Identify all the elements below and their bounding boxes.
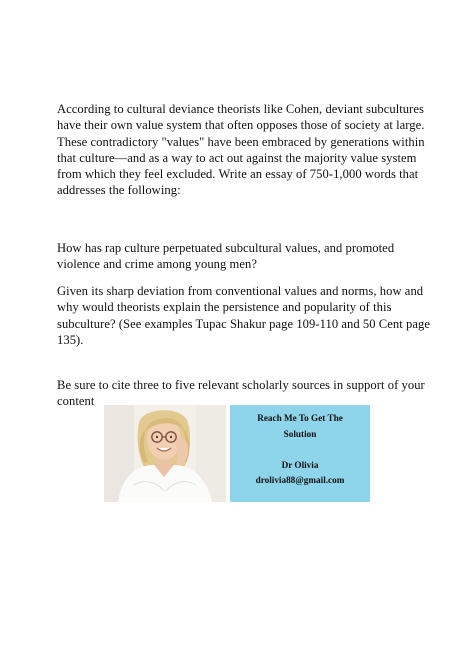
- contact-headline-line-2: Solution: [283, 429, 317, 439]
- contact-email: drolivia88@gmail.com: [255, 475, 345, 485]
- prompt-paragraph-question-2: Given its sharp deviation from conventional values and norms, how and why would theorists explain the persistence and popularity of this subculture? (See examples Tupac Shakur page 109-110 and 50 Cent page 135).: [57, 284, 430, 347]
- contact-headline-line-1: Reach Me To Get The: [257, 413, 343, 423]
- contact-box: [230, 405, 370, 502]
- prompt-paragraph-sources: Be sure to cite three to five relevant scholarly sources in support of your content: [57, 378, 425, 409]
- tutor-photo: [104, 405, 226, 502]
- prompt-paragraph-intro: According to cultural deviance theorists like Cohen, deviant subcultures have their own value system that often opposes those of society at large. These contradictory "values" have been embraced by generations within that culture—and as a way to act out against the majority value system from which they feel excluded. Write an essay of 750-1,000 words that addresses the following:: [57, 102, 425, 198]
- prompt-paragraph-question-1: How has rap culture perpetuated subcultural values, and promoted violence and crime among young men?: [57, 241, 395, 272]
- contact-name: Dr Olivia: [281, 460, 319, 470]
- promo-banner: [104, 405, 370, 502]
